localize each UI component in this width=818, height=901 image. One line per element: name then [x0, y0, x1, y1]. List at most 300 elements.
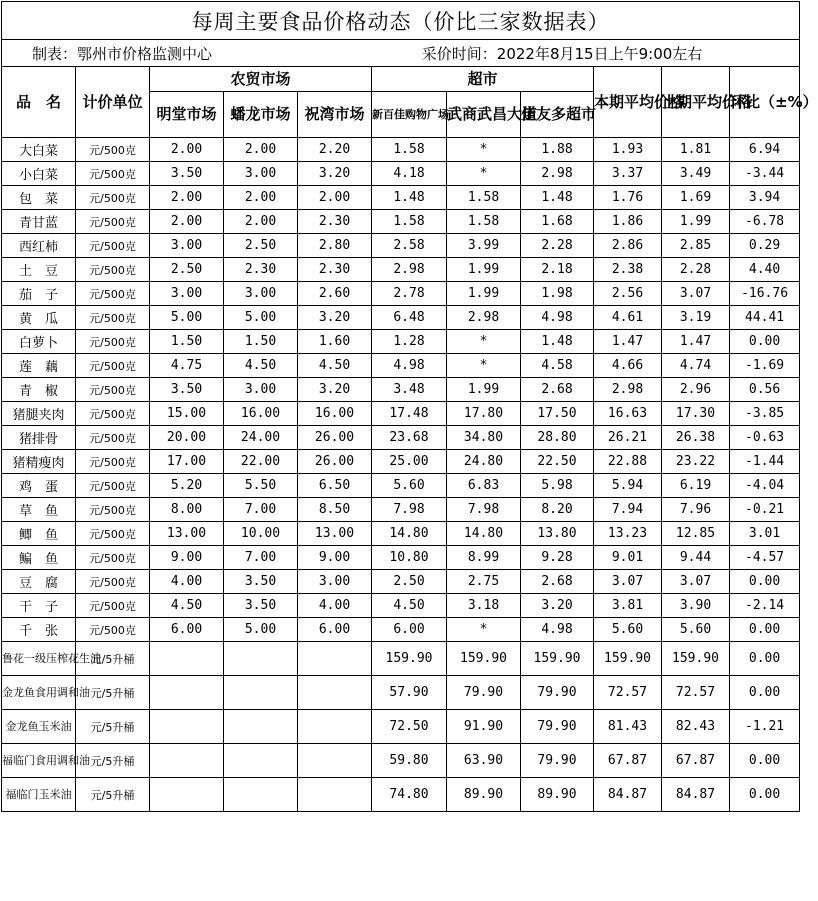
price-cell: 82.43: [662, 710, 730, 744]
header-previous-avg: 上期平均价格: [662, 67, 730, 138]
price-cell: [224, 676, 298, 710]
price-cell: 159.90: [594, 642, 662, 676]
price-cell: 91.90: [447, 710, 521, 744]
price-cell: -4.57: [730, 546, 800, 570]
price-cell: 26.21: [594, 426, 662, 450]
price-cell: 12.85: [662, 522, 730, 546]
price-cell: 22.00: [224, 450, 298, 474]
price-cell: 3.50: [224, 594, 298, 618]
table-row: [2, 710, 800, 744]
item-unit: 元/500克: [76, 162, 150, 186]
item-name: 猪腿夹肉: [2, 402, 76, 426]
table-row: [2, 234, 800, 258]
price-cell: 1.60: [298, 330, 372, 354]
item-unit: 元/5升桶: [76, 642, 150, 676]
price-cell: 79.90: [521, 676, 594, 710]
price-cell: 2.60: [298, 282, 372, 306]
price-cell: 2.28: [521, 234, 594, 258]
price-cell: 7.00: [224, 546, 298, 570]
item-name: 鳊 鱼: [2, 546, 76, 570]
price-cell: 2.00: [224, 138, 298, 162]
item-name: 小白菜: [2, 162, 76, 186]
price-cell: 6.00: [372, 618, 447, 642]
price-cell: 8.00: [150, 498, 224, 522]
price-cell: -2.14: [730, 594, 800, 618]
item-unit: 元/500克: [76, 306, 150, 330]
price-cell: 1.99: [662, 210, 730, 234]
price-cell: 14.80: [447, 522, 521, 546]
price-cell: 3.81: [594, 594, 662, 618]
price-cell: 5.00: [224, 306, 298, 330]
price-cell: 3.20: [298, 306, 372, 330]
price-cell: 0.56: [730, 378, 800, 402]
price-cell: 4.98: [521, 306, 594, 330]
item-unit: 元/500克: [76, 522, 150, 546]
price-cell: 1.93: [594, 138, 662, 162]
table-row: [2, 330, 800, 354]
price-cell: 67.87: [662, 744, 730, 778]
price-cell: 5.60: [662, 618, 730, 642]
price-cell: 1.76: [594, 186, 662, 210]
price-cell: 2.98: [521, 162, 594, 186]
header-market-2: 蟠龙市场: [224, 92, 298, 138]
price-cell: 81.43: [594, 710, 662, 744]
price-cell: 5.60: [372, 474, 447, 498]
item-unit: 元/500克: [76, 282, 150, 306]
header-market-group: 农贸市场: [150, 67, 372, 92]
price-cell: 2.75: [447, 570, 521, 594]
price-cell: 20.00: [150, 426, 224, 450]
price-cell: 22.50: [521, 450, 594, 474]
price-cell: 2.58: [372, 234, 447, 258]
price-cell: 3.94: [730, 186, 800, 210]
table-row: [2, 354, 800, 378]
header-supermarket-1: 新百佳购物广场: [372, 92, 447, 138]
price-cell: 9.00: [150, 546, 224, 570]
price-cell: 1.50: [150, 330, 224, 354]
price-cell: 3.19: [662, 306, 730, 330]
price-cell: 6.48: [372, 306, 447, 330]
price-cell: 4.98: [521, 618, 594, 642]
item-unit: 元/500克: [76, 210, 150, 234]
price-cell: 2.68: [521, 378, 594, 402]
table-row: [2, 426, 800, 450]
table-row: [2, 546, 800, 570]
price-cell: 4.50: [372, 594, 447, 618]
price-cell: 2.18: [521, 258, 594, 282]
price-cell: 1.86: [594, 210, 662, 234]
price-cell: 72.50: [372, 710, 447, 744]
price-cell: 4.50: [224, 354, 298, 378]
item-unit: 元/5升桶: [76, 744, 150, 778]
price-cell: 2.86: [594, 234, 662, 258]
header-unit: 计价单位: [76, 67, 150, 138]
price-cell: 5.98: [521, 474, 594, 498]
item-name: 福临门玉米油: [2, 778, 76, 812]
item-name: 千 张: [2, 618, 76, 642]
item-name: 白萝卜: [2, 330, 76, 354]
price-cell: 7.94: [594, 498, 662, 522]
item-unit: 元/5升桶: [76, 778, 150, 812]
item-unit: 元/500克: [76, 402, 150, 426]
price-cell: 3.01: [730, 522, 800, 546]
header-supermarket-2: 武商武昌大道: [447, 92, 521, 138]
price-cell: 0.00: [730, 676, 800, 710]
table-row: [2, 162, 800, 186]
page-title: 每周主要食品价格动态（价比三家数据表）: [2, 2, 800, 40]
price-cell: 28.80: [521, 426, 594, 450]
table-row: [2, 744, 800, 778]
item-name: 青甘蓝: [2, 210, 76, 234]
price-cell: 79.90: [447, 676, 521, 710]
item-unit: 元/500克: [76, 258, 150, 282]
header-supermarket-group: 超市: [372, 67, 594, 92]
item-name: 干 子: [2, 594, 76, 618]
price-cell: 79.90: [521, 710, 594, 744]
price-cell: 0.00: [730, 744, 800, 778]
price-cell: -1.44: [730, 450, 800, 474]
header-name: 品 名: [2, 67, 76, 138]
price-cell: 0.00: [730, 642, 800, 676]
price-cell: 5.94: [594, 474, 662, 498]
price-cell: 22.88: [594, 450, 662, 474]
price-cell: 1.88: [521, 138, 594, 162]
price-cell: 1.48: [372, 186, 447, 210]
price-cell: 17.50: [521, 402, 594, 426]
item-unit: 元/500克: [76, 138, 150, 162]
price-cell: 5.00: [224, 618, 298, 642]
price-cell: 2.30: [298, 210, 372, 234]
item-unit: 元/500克: [76, 330, 150, 354]
price-cell: [150, 676, 224, 710]
table-row: [2, 618, 800, 642]
table-row: [2, 282, 800, 306]
price-cell: *: [447, 138, 521, 162]
item-unit: 元/500克: [76, 498, 150, 522]
price-cell: 5.50: [224, 474, 298, 498]
price-cell: 13.00: [150, 522, 224, 546]
item-unit: 元/500克: [76, 186, 150, 210]
table-row: [2, 642, 800, 676]
price-cell: 72.57: [594, 676, 662, 710]
price-cell: 6.83: [447, 474, 521, 498]
price-cell: 7.00: [224, 498, 298, 522]
price-cell: *: [447, 330, 521, 354]
price-table: [1, 1, 818, 812]
price-cell: 1.50: [224, 330, 298, 354]
price-cell: 2.98: [594, 378, 662, 402]
price-cell: 3.07: [662, 282, 730, 306]
price-cell: 23.68: [372, 426, 447, 450]
item-unit: 元/5升桶: [76, 676, 150, 710]
price-cell: 5.20: [150, 474, 224, 498]
item-name: 茄 子: [2, 282, 76, 306]
price-cell: 16.00: [298, 402, 372, 426]
price-cell: 1.99: [447, 258, 521, 282]
item-unit: 元/500克: [76, 546, 150, 570]
price-cell: 4.75: [150, 354, 224, 378]
price-cell: 26.00: [298, 426, 372, 450]
item-unit: 元/500克: [76, 594, 150, 618]
price-cell: [224, 710, 298, 744]
header-change: 环比（±%）: [730, 67, 800, 138]
price-cell: 4.50: [298, 354, 372, 378]
price-cell: 6.50: [298, 474, 372, 498]
price-cell: 7.98: [447, 498, 521, 522]
price-cell: [298, 676, 372, 710]
price-cell: 4.18: [372, 162, 447, 186]
price-cell: [150, 642, 224, 676]
price-cell: 2.85: [662, 234, 730, 258]
header-current-avg: 本期平均价格: [594, 67, 662, 138]
item-name: 福临门食用调和油: [2, 744, 76, 778]
price-cell: 84.87: [594, 778, 662, 812]
price-cell: 3.20: [521, 594, 594, 618]
price-cell: 57.90: [372, 676, 447, 710]
price-cell: 1.69: [662, 186, 730, 210]
price-cell: 6.00: [150, 618, 224, 642]
price-cell: *: [447, 618, 521, 642]
price-cell: [298, 642, 372, 676]
price-cell: [224, 744, 298, 778]
price-cell: [298, 778, 372, 812]
item-name: 大白菜: [2, 138, 76, 162]
price-cell: 89.90: [521, 778, 594, 812]
header-market-1: 明堂市场: [150, 92, 224, 138]
header-supermarket-3: 佳友多超市: [521, 92, 594, 138]
item-name: 包 菜: [2, 186, 76, 210]
item-unit: 元/500克: [76, 450, 150, 474]
price-cell: 3.00: [224, 378, 298, 402]
price-cell: 1.58: [447, 210, 521, 234]
price-cell: 6.19: [662, 474, 730, 498]
price-cell: 9.01: [594, 546, 662, 570]
price-cell: 26.38: [662, 426, 730, 450]
price-cell: -4.04: [730, 474, 800, 498]
price-cell: 159.90: [447, 642, 521, 676]
item-name: 金龙鱼玉米油: [2, 710, 76, 744]
price-cell: 3.50: [150, 162, 224, 186]
price-cell: 3.90: [662, 594, 730, 618]
price-cell: 1.58: [372, 210, 447, 234]
price-cell: 3.20: [298, 162, 372, 186]
price-cell: 0.00: [730, 330, 800, 354]
price-cell: 6.00: [298, 618, 372, 642]
price-cell: 16.00: [224, 402, 298, 426]
price-cell: 0.29: [730, 234, 800, 258]
price-cell: -3.85: [730, 402, 800, 426]
item-name: 西红柿: [2, 234, 76, 258]
price-cell: 1.47: [662, 330, 730, 354]
collect-time: 采价时间：2022年8月15日上午9:00左右: [421, 44, 703, 63]
price-cell: 159.90: [662, 642, 730, 676]
price-cell: 2.38: [594, 258, 662, 282]
price-cell: 3.00: [224, 282, 298, 306]
price-cell: 23.22: [662, 450, 730, 474]
price-cell: -6.78: [730, 210, 800, 234]
item-unit: 元/500克: [76, 426, 150, 450]
price-cell: 13.80: [521, 522, 594, 546]
price-cell: 2.30: [224, 258, 298, 282]
item-name: 青 椒: [2, 378, 76, 402]
price-cell: 3.00: [224, 162, 298, 186]
item-unit: 元/500克: [76, 378, 150, 402]
price-cell: 2.68: [521, 570, 594, 594]
price-cell: 16.63: [594, 402, 662, 426]
price-cell: [150, 778, 224, 812]
price-cell: 2.00: [150, 186, 224, 210]
price-cell: 4.58: [521, 354, 594, 378]
price-cell: 44.41: [730, 306, 800, 330]
price-cell: 2.00: [150, 138, 224, 162]
price-cell: 2.00: [150, 210, 224, 234]
price-cell: 7.98: [372, 498, 447, 522]
price-cell: 4.00: [150, 570, 224, 594]
price-cell: 1.48: [521, 186, 594, 210]
table-row: [2, 378, 800, 402]
price-cell: 2.50: [224, 234, 298, 258]
price-cell: 72.57: [662, 676, 730, 710]
price-cell: 159.90: [372, 642, 447, 676]
price-cell: 2.50: [150, 258, 224, 282]
price-cell: 2.00: [224, 210, 298, 234]
price-cell: 3.37: [594, 162, 662, 186]
price-cell: 4.98: [372, 354, 447, 378]
price-cell: 17.00: [150, 450, 224, 474]
item-name: 莲 藕: [2, 354, 76, 378]
price-cell: 5.00: [150, 306, 224, 330]
price-cell: 1.81: [662, 138, 730, 162]
price-cell: 9.44: [662, 546, 730, 570]
price-cell: 9.28: [521, 546, 594, 570]
price-cell: [298, 710, 372, 744]
price-cell: 15.00: [150, 402, 224, 426]
table-row: [2, 138, 800, 162]
price-cell: 25.00: [372, 450, 447, 474]
price-cell: 4.74: [662, 354, 730, 378]
price-cell: 0.00: [730, 618, 800, 642]
item-name: 金龙鱼食用调和油: [2, 676, 76, 710]
price-cell: 1.99: [447, 378, 521, 402]
price-cell: 34.80: [447, 426, 521, 450]
table-row: [2, 402, 800, 426]
price-cell: *: [447, 162, 521, 186]
price-cell: [298, 744, 372, 778]
price-cell: 3.48: [372, 378, 447, 402]
price-cell: 17.80: [447, 402, 521, 426]
price-cell: 3.99: [447, 234, 521, 258]
price-cell: 3.50: [224, 570, 298, 594]
price-cell: 74.80: [372, 778, 447, 812]
table-row: [2, 258, 800, 282]
table-row: [2, 570, 800, 594]
price-cell: 2.30: [298, 258, 372, 282]
price-cell: 10.80: [372, 546, 447, 570]
price-cell: 2.80: [298, 234, 372, 258]
price-cell: [150, 710, 224, 744]
price-cell: [224, 778, 298, 812]
item-unit: 元/500克: [76, 234, 150, 258]
item-name: 土 豆: [2, 258, 76, 282]
price-cell: 5.60: [594, 618, 662, 642]
table-row: [2, 450, 800, 474]
price-cell: 4.61: [594, 306, 662, 330]
item-unit: 元/5升桶: [76, 710, 150, 744]
price-cell: 7.96: [662, 498, 730, 522]
price-cell: 10.00: [224, 522, 298, 546]
item-name: 鲫 鱼: [2, 522, 76, 546]
price-cell: 0.00: [730, 570, 800, 594]
price-cell: 1.68: [521, 210, 594, 234]
price-cell: 79.90: [521, 744, 594, 778]
table-row: [2, 594, 800, 618]
price-cell: -1.21: [730, 710, 800, 744]
price-cell: 1.99: [447, 282, 521, 306]
price-cell: 2.50: [372, 570, 447, 594]
table-row: [2, 186, 800, 210]
item-name: 豆 腐: [2, 570, 76, 594]
item-unit: 元/500克: [76, 618, 150, 642]
item-unit: 元/500克: [76, 354, 150, 378]
price-cell: 24.00: [224, 426, 298, 450]
price-cell: -16.76: [730, 282, 800, 306]
price-cell: 1.98: [521, 282, 594, 306]
price-cell: 4.40: [730, 258, 800, 282]
price-cell: -0.63: [730, 426, 800, 450]
price-cell: -0.21: [730, 498, 800, 522]
price-cell: 8.20: [521, 498, 594, 522]
price-cell: 2.28: [662, 258, 730, 282]
table-row: [2, 210, 800, 234]
price-cell: 2.00: [298, 186, 372, 210]
price-cell: 3.20: [298, 378, 372, 402]
table-row: [2, 498, 800, 522]
price-cell: 9.00: [298, 546, 372, 570]
price-cell: -3.44: [730, 162, 800, 186]
price-cell: 13.00: [298, 522, 372, 546]
table-row: [2, 676, 800, 710]
item-name: 草 鱼: [2, 498, 76, 522]
price-cell: 2.78: [372, 282, 447, 306]
price-cell: 63.90: [447, 744, 521, 778]
price-cell: 1.58: [447, 186, 521, 210]
table-row: [2, 474, 800, 498]
price-cell: 17.30: [662, 402, 730, 426]
price-cell: 4.00: [298, 594, 372, 618]
item-name: 鸡 蛋: [2, 474, 76, 498]
price-cell: 0.00: [730, 778, 800, 812]
price-cell: 17.48: [372, 402, 447, 426]
maker-label: 制表：鄂州市价格监测中心: [32, 44, 213, 63]
price-cell: 84.87: [662, 778, 730, 812]
price-cell: 3.07: [594, 570, 662, 594]
table-row: [2, 522, 800, 546]
item-name: 鲁花一级压榨花生油: [2, 642, 76, 676]
price-cell: 1.28: [372, 330, 447, 354]
item-name: 猪精瘦肉: [2, 450, 76, 474]
price-cell: 159.90: [521, 642, 594, 676]
price-cell: 2.98: [447, 306, 521, 330]
price-cell: 2.20: [298, 138, 372, 162]
price-cell: 1.48: [521, 330, 594, 354]
price-cell: 2.96: [662, 378, 730, 402]
price-cell: 6.94: [730, 138, 800, 162]
price-cell: 3.07: [662, 570, 730, 594]
price-cell: 1.58: [372, 138, 447, 162]
table-row: [2, 778, 800, 812]
price-cell: 4.50: [150, 594, 224, 618]
item-name: 黄 瓜: [2, 306, 76, 330]
